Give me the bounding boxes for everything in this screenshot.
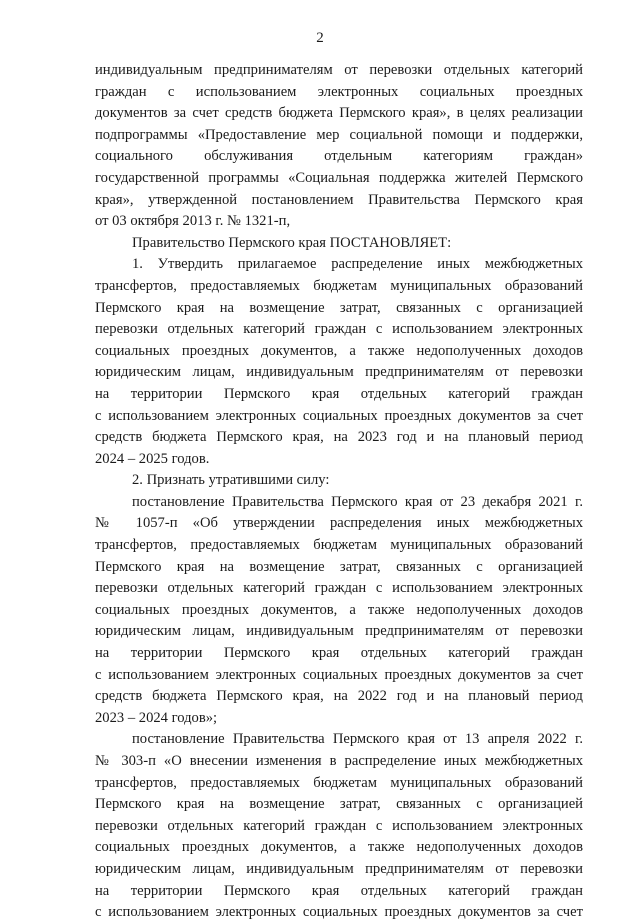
text-line: на территории Пермского края отдельных категорий граждан <box>95 882 583 899</box>
text-line: перевозки отдельных категорий граждан с использованием электронных <box>95 321 583 338</box>
document-body <box>95 60 583 924</box>
text-line: средств бюджета Пермского края, на 2022 год и на плановый период <box>95 688 583 705</box>
text-line: перевозки отдельных категорий граждан с использованием электронных <box>95 580 583 597</box>
repealed-act-2-start: постановление Правительства Пермского края от 13 апреля 2022 г. <box>132 731 583 748</box>
decree-heading: Правительство Пермского края ПОСТАНОВЛЯЕТ: <box>132 234 452 251</box>
text-line: с использованием электронных социальных проездных документов за счет <box>95 666 583 683</box>
text-line: на территории Пермского края отдельных категорий граждан <box>95 385 583 402</box>
text-line: с использованием электронных социальных проездных документов за счет <box>95 407 583 424</box>
text-line: социальных проездных документов, а также недополученных доходов <box>95 601 583 618</box>
text-line: Пермского края на возмещение затрат, связанных с организацией <box>95 796 583 813</box>
text-line: № 1057-п «Об утверждении распределения иных межбюджетных <box>95 515 583 532</box>
text-line: трансфертов, предоставляемых бюджетам муниципальных образований <box>95 537 583 554</box>
text-line: социального обслуживания отдельным категориям граждан» <box>95 148 583 165</box>
text-line: социальных проездных документов, а также недополученных доходов <box>95 342 583 359</box>
text-line: Пермского края на возмещение затрат, связанных с организацией <box>95 299 583 316</box>
text-line: с использованием электронных социальных проездных документов за счет <box>95 904 583 921</box>
paragraph-2-start: 2. Признать утратившими силу: <box>132 472 330 489</box>
text-line: средств бюджета Пермского края, на 2023 год и на плановый период <box>95 429 583 446</box>
text-line: юридическим лицам, индивидуальным предпринимателям от перевозки <box>95 623 583 640</box>
text-line: социальных проездных документов, а также недополученных доходов <box>95 839 583 856</box>
text-line: юридическим лицам, индивидуальным предпринимателям от перевозки <box>95 364 583 381</box>
text-line: от 03 октября 2013 г. № 1321-п, <box>95 213 291 230</box>
text-line: края», утвержденной постановлением Правительства Пермского края <box>95 191 583 208</box>
text-line: перевозки отдельных категорий граждан с использованием электронных <box>95 817 583 834</box>
text-line: трансфертов, предоставляемых бюджетам муниципальных образований <box>95 774 583 791</box>
text-line: трансфертов, предоставляемых бюджетам муниципальных образований <box>95 277 583 294</box>
text-line: индивидуальным предпринимателям от перевозки отдельных категорий <box>95 62 583 78</box>
text-line: государственной программы «Социальная поддержка жителей Пермского <box>95 169 583 186</box>
text-line: на территории Пермского края отдельных категорий граждан <box>95 645 583 662</box>
text-line: Пермского края на возмещение затрат, связанных с организацией <box>95 558 583 575</box>
repealed-act-1-start: постановление Правительства Пермского края от 23 декабря 2021 г. <box>132 493 583 510</box>
text-line: № 303-п «О внесении изменения в распределение иных межбюджетных <box>95 753 583 769</box>
text-line: юридическим лицам, индивидуальным предпринимателям от перевозки <box>95 860 583 877</box>
text-line: подпрограммы «Предоставление мер социальной помощи и поддержки, <box>95 126 583 143</box>
text-line: 2023 – 2024 годов»; <box>95 709 218 726</box>
text-line: документов за счет средств бюджета Пермского края», в целях реализации <box>95 105 583 122</box>
page-number: 2 <box>316 30 324 46</box>
text-line: граждан с использованием электронных социальных проездных <box>95 83 583 100</box>
paragraph-1-start: 1. Утвердить прилагаемое распределение иных межбюджетных <box>132 256 583 273</box>
text-line: 2024 – 2025 годов. <box>95 450 210 467</box>
